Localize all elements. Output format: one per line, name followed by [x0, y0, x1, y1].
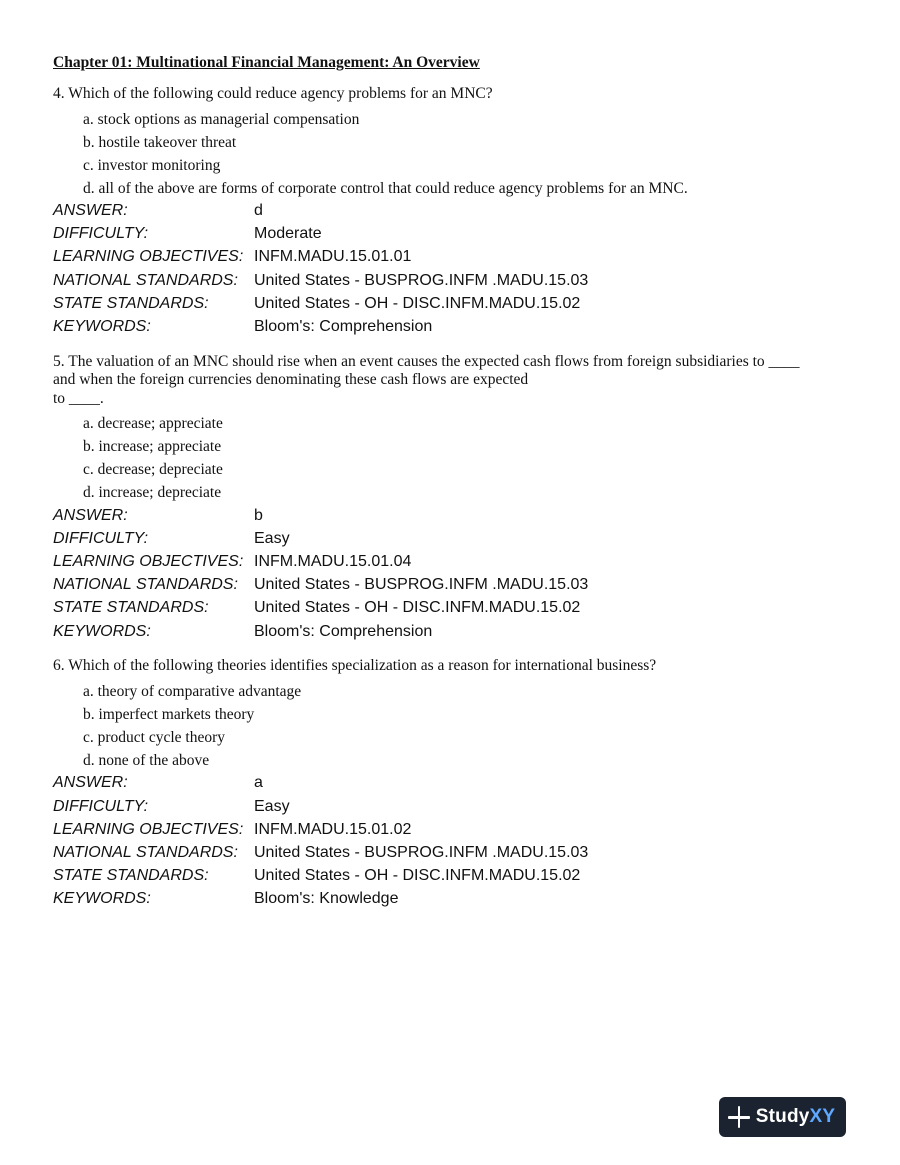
studyxy-badge[interactable] — [719, 1097, 846, 1137]
national-standards-label: NATIONAL STANDARDS: — [53, 576, 238, 594]
option-a: a. decrease; appreciate — [83, 415, 223, 433]
state-standards-value: United States - OH - DISC.INFM.MADU.15.02 — [254, 294, 581, 312]
answer-label: ANSWER: — [53, 506, 128, 524]
state-standards-value: United States - OH - DISC.INFM.MADU.15.02 — [254, 599, 581, 617]
learning-objectives-value: INFM.MADU.15.01.04 — [254, 553, 412, 571]
learning-objectives-value: INFM.MADU.15.01.02 — [254, 820, 412, 838]
national-standards-row — [53, 269, 853, 292]
keywords-label: KEYWORDS: — [53, 890, 151, 908]
badge-text-accent: XY — [809, 1106, 836, 1127]
learning-objectives-label: LEARNING OBJECTIVES: — [53, 820, 244, 838]
difficulty-row — [53, 527, 853, 550]
answer-label: ANSWER: — [53, 202, 128, 220]
answer-value: d — [254, 202, 263, 220]
difficulty-label: DIFFICULTY: — [53, 797, 149, 815]
option-b: b. imperfect markets theory — [83, 705, 255, 723]
difficulty-value: Easy — [254, 529, 290, 547]
answer-value: a — [254, 774, 263, 792]
difficulty-row — [53, 795, 853, 818]
keywords-value: Bloom's: Comprehension — [254, 318, 433, 336]
national-standards-value: United States - BUSPROG.INFM .MADU.15.03 — [254, 576, 589, 594]
learning-objectives-value: INFM.MADU.15.01.01 — [254, 248, 412, 266]
difficulty-label: DIFFICULTY: — [53, 225, 149, 243]
question-stem-line: 5. The valuation of an MNC should rise when an event causes the expected cash flows from foreign subsidiaries to ____ — [53, 352, 800, 370]
question-stem — [53, 353, 853, 409]
keywords-row — [53, 888, 853, 911]
plus-icon — [728, 1106, 750, 1128]
learning-objectives-label: LEARNING OBJECTIVES: — [53, 553, 244, 571]
learning-objectives-label: LEARNING OBJECTIVES: — [53, 248, 244, 266]
keywords-row — [53, 620, 853, 643]
keywords-value: Bloom's: Comprehension — [254, 622, 433, 640]
difficulty-value: Moderate — [254, 225, 322, 243]
national-standards-label: NATIONAL STANDARDS: — [53, 271, 238, 289]
badge-logo-text — [756, 1106, 836, 1128]
answer-row — [53, 772, 853, 795]
answer-options — [83, 680, 853, 772]
question-metadata — [53, 200, 853, 339]
learning-objectives-row — [53, 551, 853, 574]
answer-options — [83, 108, 853, 200]
option-a: a. theory of comparative advantage — [83, 682, 302, 700]
badge-text-main: Study — [755, 1106, 810, 1127]
document-page — [53, 54, 853, 925]
difficulty-value: Easy — [254, 797, 290, 815]
option-c: c. product cycle theory — [83, 728, 226, 746]
national-standards-value: United States - BUSPROG.INFM .MADU.15.03 — [254, 271, 589, 289]
chapter-title: Chapter 01: Multinational Financial Management: An Overview — [53, 54, 480, 71]
state-standards-label: STATE STANDARDS: — [53, 294, 209, 312]
state-standards-row — [53, 292, 853, 315]
option-d: d. none of the above — [83, 751, 210, 769]
question-metadata — [53, 504, 853, 643]
keywords-label: KEYWORDS: — [53, 622, 151, 640]
keywords-label: KEYWORDS: — [53, 318, 151, 336]
national-standards-label: NATIONAL STANDARDS: — [53, 843, 238, 861]
answer-row — [53, 504, 853, 527]
option-a: a. stock options as managerial compensation — [83, 110, 360, 128]
answer-label: ANSWER: — [53, 774, 128, 792]
answer-row — [53, 200, 853, 223]
learning-objectives-row — [53, 818, 853, 841]
state-standards-row — [53, 865, 853, 888]
answer-options — [83, 412, 853, 504]
difficulty-label: DIFFICULTY: — [53, 529, 149, 547]
national-standards-value: United States - BUSPROG.INFM .MADU.15.03 — [254, 843, 589, 861]
question-stem-line: to ____. — [53, 389, 104, 407]
question-stem — [53, 657, 853, 676]
question-metadata — [53, 772, 853, 911]
keywords-row — [53, 315, 853, 338]
state-standards-label: STATE STANDARDS: — [53, 867, 209, 885]
state-standards-label: STATE STANDARDS: — [53, 599, 209, 617]
keywords-value: Bloom's: Knowledge — [254, 890, 399, 908]
national-standards-row — [53, 574, 853, 597]
option-b: b. increase; appreciate — [83, 438, 222, 456]
question-stem-line: and when the foreign currencies denominating these cash flows are expected — [53, 371, 529, 389]
question-stem-line: 6. Which of the following theories identifies specialization as a reason for international business? — [53, 657, 657, 675]
learning-objectives-row — [53, 246, 853, 269]
question-6 — [53, 657, 853, 911]
option-c: c. investor monitoring — [83, 156, 221, 174]
question-4 — [53, 85, 853, 339]
option-c: c. decrease; depreciate — [83, 461, 223, 479]
option-d: d. increase; depreciate — [83, 484, 222, 502]
state-standards-value: United States - OH - DISC.INFM.MADU.15.02 — [254, 867, 581, 885]
question-stem-line: 4. Which of the following could reduce agency problems for an MNC? — [53, 85, 493, 102]
answer-value: b — [254, 506, 263, 524]
national-standards-row — [53, 841, 853, 864]
question-5 — [53, 353, 853, 644]
option-d: d. all of the above are forms of corporate control that could reduce agency problems for an MNC. — [83, 179, 688, 197]
difficulty-row — [53, 223, 853, 246]
option-b: b. hostile takeover threat — [83, 133, 237, 151]
state-standards-row — [53, 597, 853, 620]
question-stem — [53, 85, 853, 104]
